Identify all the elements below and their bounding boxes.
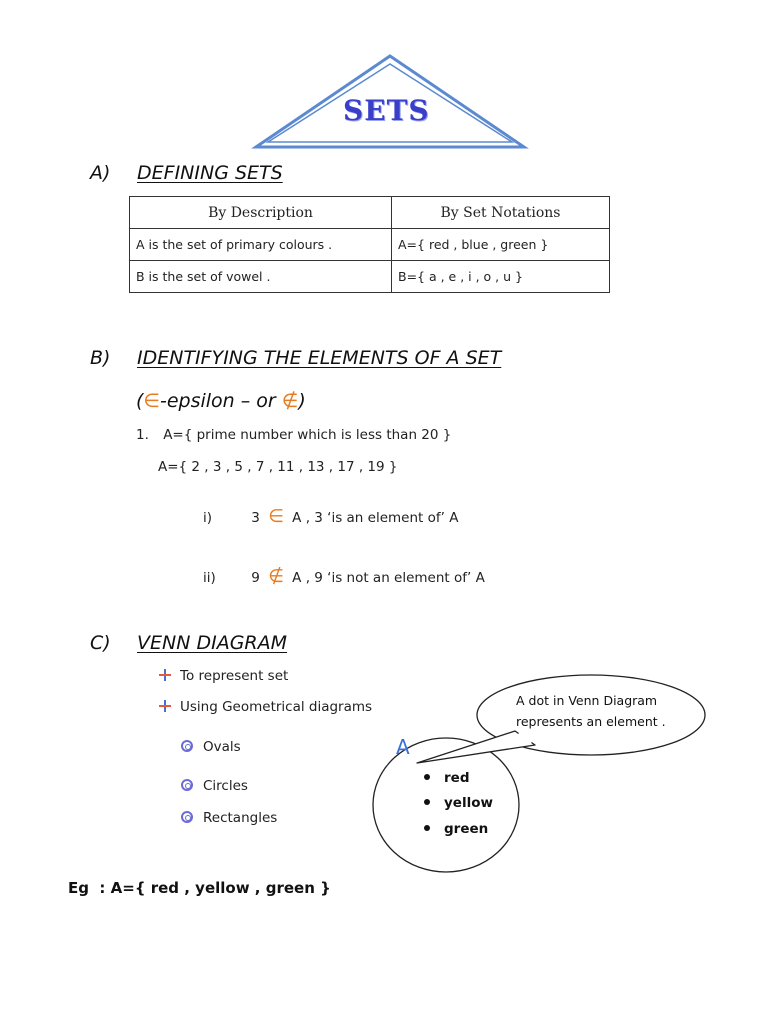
venn-element [424,770,469,786]
dot-icon [424,825,430,831]
table-row [130,261,610,293]
item-number: 1. [136,427,149,443]
venn-example: Eg : A={ red , yellow , green } [68,879,331,897]
venn-set-label: A [396,735,410,759]
section-c-letter: C) [90,632,111,654]
section-c-heading [90,632,410,658]
element-text: yellow [444,795,493,811]
plus-bullet-icon [158,699,172,713]
section-b-heading [90,347,590,373]
table-header-notation: By Set Notations [392,197,610,229]
list-item [158,668,288,684]
dot-icon [424,799,430,805]
section-a-letter: A) [90,162,111,184]
epsilon-subtitle [136,390,306,412]
section-b-title: IDENTIFYING THE ELEMENTS OF A SET [137,347,502,369]
defining-sets-table [129,196,610,293]
dot-icon [424,774,430,780]
not-element-of-icon: ∉ [268,566,284,587]
list-item [181,739,241,755]
item-text: A={ prime number which is less than 20 } [163,427,452,443]
element-of-icon: ∈ [143,390,160,412]
list-item [181,810,277,826]
example-text: A , 3 ‘is an element of’ A [292,510,459,526]
venn-element [424,795,493,811]
subtitle-text: -epsilon – or [159,390,282,412]
page-title: SETS [343,94,430,127]
list-item [158,699,372,715]
not-element-of-icon: ∉ [281,390,299,412]
example-number: 9 [251,570,260,586]
swirl-bullet-icon [181,779,193,791]
section-c-title: VENN DIAGRAM [137,632,288,654]
callout-text: A dot in Venn Diagram represents an element . [516,693,666,729]
bullet-text: To represent set [180,668,289,684]
subtitle-open-paren: ( [136,390,144,412]
table-cell: B is the set of vowel . [130,261,392,293]
shape-text: Circles [203,778,248,794]
section-a-title: DEFINING SETS [137,162,283,184]
element-text: red [444,770,470,786]
subtitle-close-paren: ) [298,390,306,412]
example-label: i) [203,510,213,526]
table-header-description: By Description [130,197,392,229]
example-text: A , 9 ‘is not an element of’ A [292,570,485,586]
swirl-bullet-icon [181,811,193,823]
table-cell: A={ red , blue , green } [392,229,610,261]
list-item [181,778,248,794]
table-cell: B={ a , e , i , o , u } [392,261,610,293]
element-of-icon: ∈ [268,506,284,527]
shape-text: Ovals [203,739,241,755]
swirl-bullet-icon [181,740,193,752]
table-header-row [130,197,610,229]
plus-bullet-icon [158,668,172,682]
prime-set-line: A={ 2 , 3 , 5 , 7 , 11 , 13 , 17 , 19 } [158,459,398,475]
venn-element [424,821,488,837]
example-row-2 [203,566,485,587]
example-number: 3 [251,510,260,526]
table-cell: A is the set of primary colours . [130,229,392,261]
section-b-letter: B) [90,347,111,369]
element-text: green [444,821,489,837]
bullet-text: Using Geometrical diagrams [180,699,373,715]
prime-item [136,427,451,443]
section-a-heading [90,162,410,188]
example-row-1 [203,506,458,527]
table-row [130,229,610,261]
example-label: ii) [203,570,216,586]
shape-text: Rectangles [203,810,278,826]
